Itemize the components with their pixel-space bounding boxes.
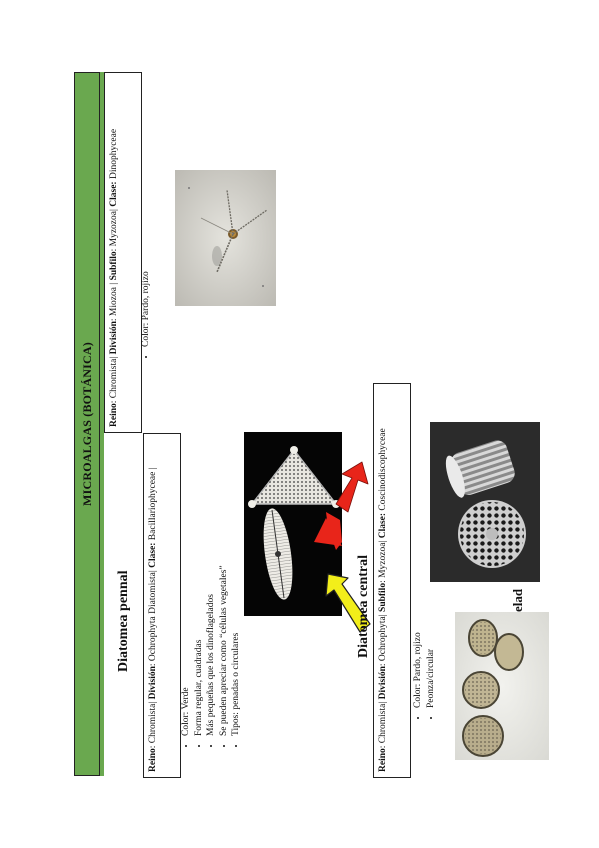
- subfilo-value: : Myzozoa|: [109, 206, 119, 252]
- arrows-layer: [244, 418, 374, 618]
- caption-fragment: elad: [510, 588, 525, 612]
- list-item: • Tipos: penadas o circulares: [230, 496, 243, 736]
- reino-value: : Chromista|: [109, 354, 119, 404]
- list-item: • Más pequeñas que los dinoflagelados: [205, 496, 218, 736]
- division-label: División: [378, 666, 388, 700]
- division-label: División: [148, 666, 158, 700]
- reino-label: Reino: [148, 748, 158, 772]
- central-diatom-sem-photo: [430, 422, 540, 582]
- diatomea-pennal-title: Diatomea pennal: [116, 570, 131, 672]
- subfilo-value: : Myzozoa|: [378, 538, 388, 583]
- diatomea-central-taxonomy-box: [373, 383, 411, 778]
- red-arrow-icon: [336, 462, 368, 512]
- reino-label: Reino: [109, 403, 119, 427]
- subfilo-label: Subfilo: [109, 251, 119, 281]
- division-value: : Ochrophyta|: [378, 611, 388, 667]
- reino-value: : Chromista|: [148, 699, 158, 749]
- section-header-title: MICROALGAS (BOTÁNICA): [79, 342, 94, 506]
- diatomea-pennal-taxonomy-box: [143, 433, 181, 778]
- list-item: • Peonza/circular: [425, 548, 438, 708]
- list-item: • Forma regular, cuadradas: [193, 496, 206, 736]
- dinoflagelado-photo: [175, 170, 276, 306]
- dinoflagelado-micrograph: [175, 170, 276, 306]
- list-item: • Color: Verde: [180, 496, 193, 736]
- list-item: • Se pueden apreciar como “células vegetales”: [218, 496, 231, 736]
- arrow-overlay: [244, 418, 374, 618]
- diatomea-central-title: Diatomea central: [356, 554, 371, 658]
- clase-label: Clase:: [109, 181, 119, 207]
- clase-value: Bacillariophyceae |: [148, 467, 158, 543]
- list-item: • Color: Pardo, rojizo: [412, 548, 425, 708]
- list-item: • Color: Pardo, rojizo: [140, 87, 153, 347]
- central-diatom-light-photo: [455, 612, 549, 760]
- reino-label: Reino: [378, 748, 388, 772]
- reino-value: : Chromista|: [378, 699, 388, 749]
- dinoflagelado-taxonomy-box: [104, 72, 142, 433]
- division-value: : Miozoa |: [109, 280, 119, 322]
- division-label: División: [109, 321, 119, 355]
- dinoflagelado-bullet-list: [140, 87, 153, 363]
- clase-label: Clase:: [378, 512, 388, 539]
- light-micrograph: [455, 612, 549, 760]
- section-header: [74, 72, 100, 776]
- division-value: : Ochrophyta Diatomista|: [148, 567, 158, 667]
- clase-value: Dinophyceae: [109, 128, 119, 182]
- sem-micrograph: [430, 422, 540, 582]
- clase-value: Coscinodiscophyceae: [378, 428, 388, 513]
- clase-label: Clase:: [148, 542, 158, 568]
- diatomea-pennal-bullet-list: [180, 496, 243, 752]
- subfilo-label: Subfilo: [378, 582, 388, 612]
